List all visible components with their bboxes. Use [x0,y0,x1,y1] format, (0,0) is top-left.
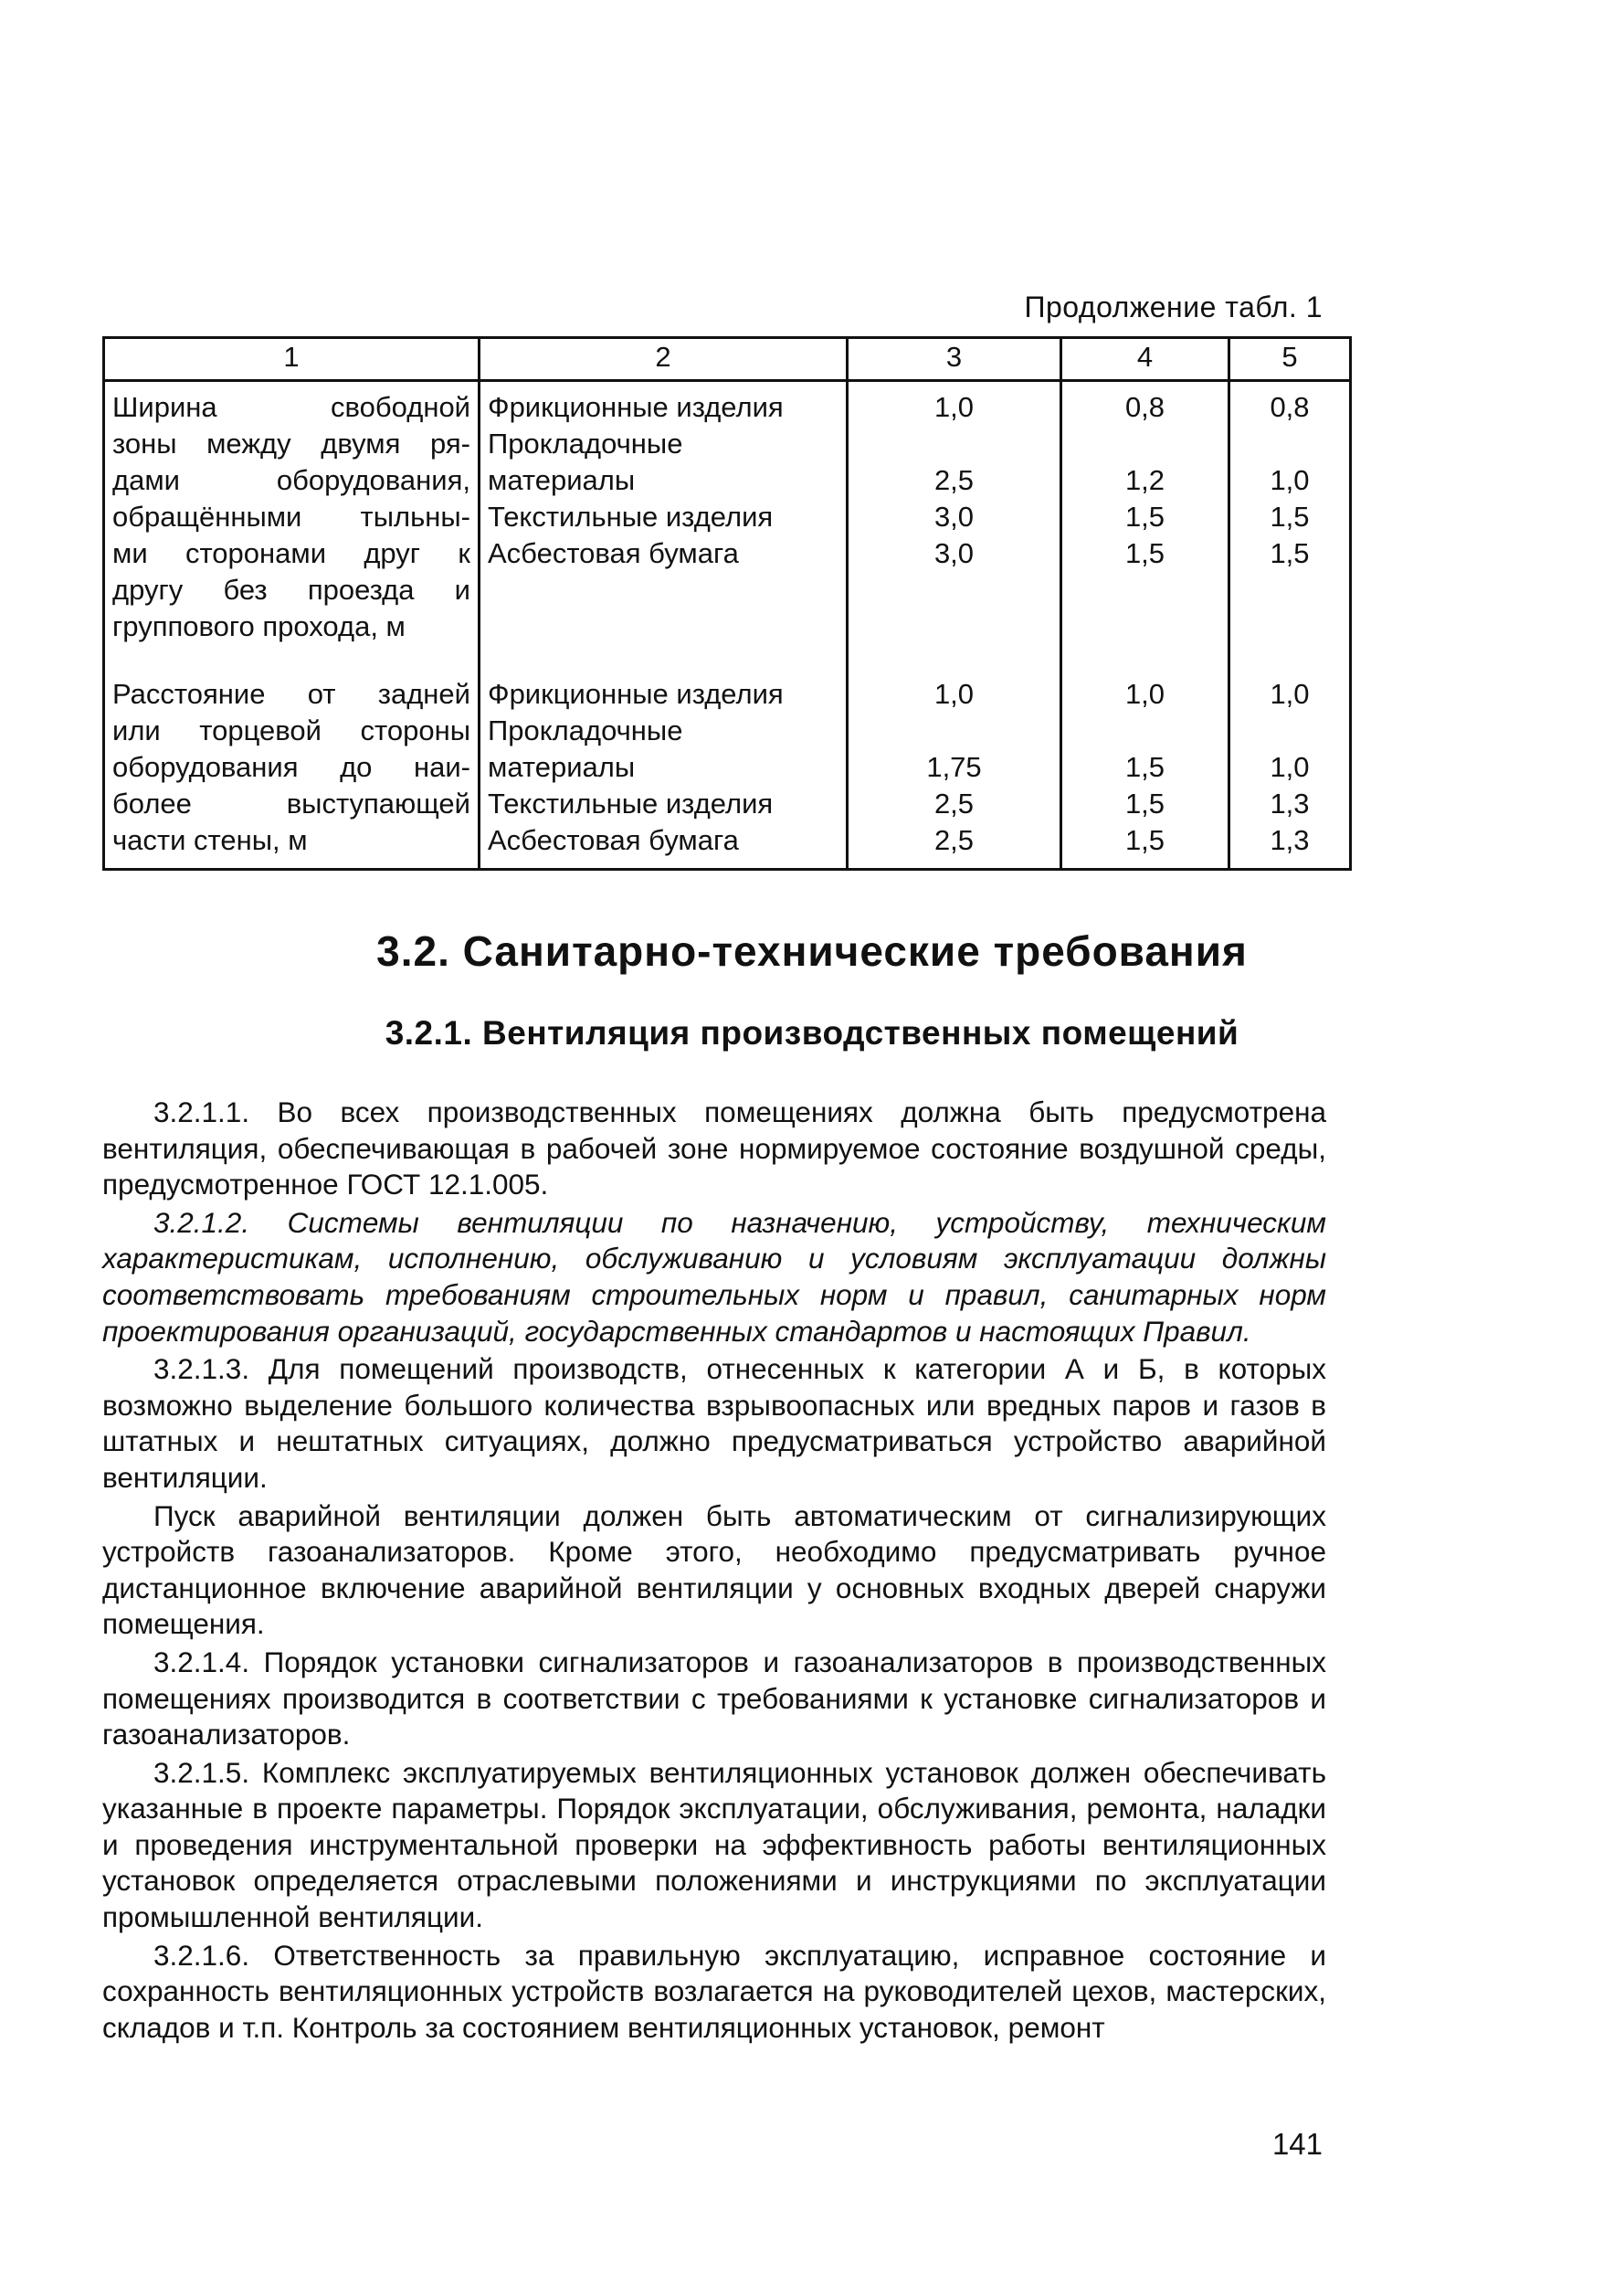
value-spacer [1070,426,1220,462]
value: 1,3 [1270,788,1310,820]
section-title: 3.2. Санитарно-технические требования [376,927,1248,975]
table-caption: Продолжение табл. 1 [1024,291,1323,323]
paragraph: 3.2.1.5. Комплекс эксплуатируемых вентиляционных установок должен обеспечивать указанные в проекте параметры. Порядок эксплуатации, обслуживания, ремонта, наладки и проведения инструментальной проверки на эффективность работы вентиляционных установок определяется отраслевыми положениями и инструкциями по эксплуатации промышленной вентиляции. [102,1755,1326,1934]
value: 1,3 [1270,824,1310,856]
parameter-line: или торцевой стороны [112,714,470,746]
parameter-line: дами оборудования, [112,464,470,496]
value-cell-col3 [848,381,1061,661]
column-header: 1 [104,338,480,381]
value: 1,0 [933,678,975,710]
value: 1,5 [1124,824,1165,856]
parameter-cell [104,660,480,870]
value: 1,5 [1124,788,1165,820]
table-header-row [104,338,1351,381]
spec-table [102,336,1352,871]
paragraph: Пуск аварийной вентиляции должен быть автоматическим от сигнализирующих устройств газоанализаторов. Кроме этого, необходимо предусматривать ручное дистанционное включение аварийной вентиляции у основных входных дверей снаружи помещения. [102,1498,1326,1641]
value: 2,5 [933,824,975,856]
value-cell-col4 [1061,660,1229,870]
column-header: 2 [480,338,848,381]
value: 0,8 [1270,391,1310,423]
parameter-line: зоны между двумя ря- [112,428,470,460]
material-line: Фрикционные изделия [488,391,784,423]
parameter-line: более выступающей [112,788,470,820]
column-header: 5 [1229,338,1351,381]
value: 1,0 [1124,678,1165,710]
parameter-line: Ширина свободной [112,391,470,423]
value: 1,0 [933,391,975,423]
value-spacer [856,713,1052,749]
value: 2,5 [933,464,975,496]
value: 1,5 [1270,537,1310,569]
paragraph: 3.2.1.1. Во всех производственных помещениях должна быть предусмотрена вентиляция, обеспечивающая в рабочей зоне нормируемое состояние воздушной среды, предусмотренное ГОСТ 12.1.005. [102,1095,1326,1201]
body-text [102,1095,1326,2048]
paragraph: 3.2.1.6. Ответственность за правильную эксплуатацию, исправное состояние и сохранность вентиляционных устройств возлагается на руководителей цехов, мастерских, складов и т.п. Контроль за состоянием вентиляционных установок, ремонт [102,1938,1326,2044]
column-header: 4 [1061,338,1229,381]
parameter-line: другу без проезда и [112,574,470,606]
material-line: Прокладочные [488,428,683,460]
parameter-line: Расстояние от задней [112,678,470,710]
value-spacer [1238,713,1342,749]
parameter-line: ми сторонами друг к [112,537,470,569]
material-line: Текстильные изделия [488,788,774,820]
value: 1,75 [926,751,982,783]
value-cell-col3 [848,660,1061,870]
material-cell [480,381,848,661]
value: 1,5 [1270,501,1310,533]
material-line: Асбестовая бумага [488,537,739,569]
value-cell-col4 [1061,381,1229,661]
value-spacer [856,426,1052,462]
parameter-line: части стены, м [112,824,308,856]
paragraph: 3.2.1.3. Для помещений производств, отнесенных к категории А и Б, в которых возможно выделение большого количества взрывоопасных или вредных паров и газов в штатных и нештатных ситуациях, должно предусматриваться устройство аварийной вентиляции. [102,1352,1326,1494]
material-line: Фрикционные изделия [488,678,784,710]
value: 1,2 [1124,464,1165,496]
value: 0,8 [1124,391,1165,423]
paragraph: 3.2.1.2. Системы вентиляции по назначению, устройству, техническим характеристикам, исполнению, обслуживанию и условиям эксплуатации должны соответствовать требованиям строительных норм и правил, санитарных норм проектирования организаций, государственных стандартов и настоящих Правил. [102,1205,1326,1348]
material-cell [480,660,848,870]
value: 1,5 [1124,751,1165,783]
value: 3,0 [933,537,975,569]
parameter-line: обращёнными тыльны- [112,501,470,533]
value-spacer [1238,426,1342,462]
value: 1,0 [1270,464,1310,496]
parameter-line: оборудования до наи- [112,751,470,783]
paragraph: 3.2.1.4. Порядок установки сигнализаторов и газоанализаторов в производственных помещениях производится в соответствии с требованиями к установке сигнализаторов и газоанализаторов. [102,1645,1326,1751]
value: 1,5 [1124,537,1165,569]
table-row [104,660,1351,870]
subsection-title: 3.2.1. Вентиляция производственных помещений [385,1014,1239,1052]
parameter-cell [104,381,480,661]
value-cell-col5 [1229,381,1351,661]
table-row [104,381,1351,661]
value: 2,5 [933,788,975,820]
value: 3,0 [933,501,975,533]
material-line: Текстильные изделия [488,501,774,533]
material-line: материалы [488,751,636,783]
page-number: 141 [1271,2127,1323,2161]
value-cell-col5 [1229,660,1351,870]
material-line: Асбестовая бумага [488,824,739,856]
material-line: материалы [488,464,636,496]
column-header: 3 [848,338,1061,381]
spec-table-wrap [102,336,1326,871]
material-line: Прокладочные [488,714,683,746]
value: 1,0 [1270,678,1310,710]
value: 1,0 [1270,751,1310,783]
value-spacer [1070,713,1220,749]
value: 1,5 [1124,501,1165,533]
parameter-line: группового прохода, м [112,610,406,642]
